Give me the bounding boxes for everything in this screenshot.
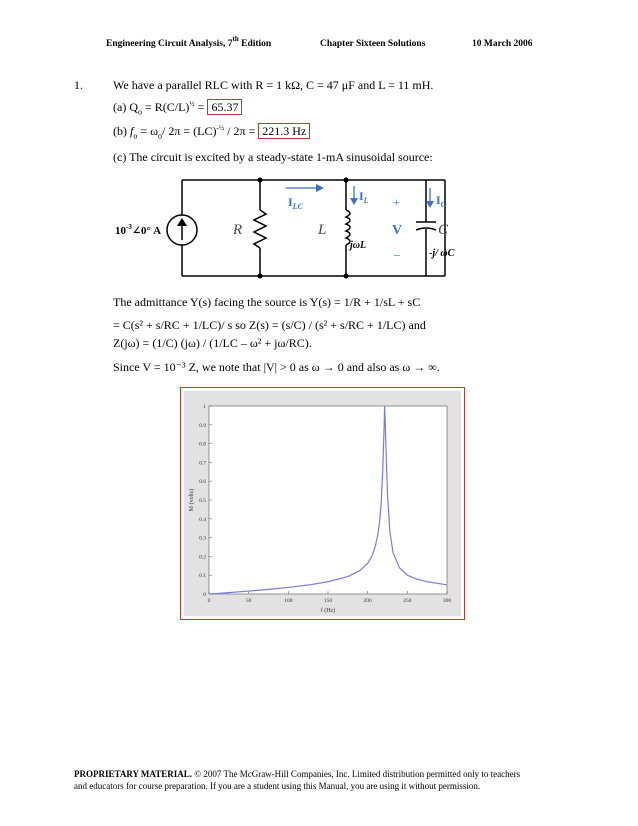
i-c-label: $I_C$: [436, 193, 447, 209]
frequency-response-plot: [181, 388, 464, 619]
x-tick-label: 150: [323, 598, 333, 604]
v-minus: –: [394, 247, 400, 261]
x-tick-label: 250: [403, 598, 412, 604]
y-tick-label: 0: [203, 592, 206, 598]
y-tick-label: 0.7: [199, 460, 206, 467]
footer-notice: PROPRIETARY MATERIAL. © 2007 The McGraw-Hill Companies, Inc. Limited distribution permitted only to teachers and educators for course preparation. If you are a student using this Manual, you are using it without permission.: [74, 769, 521, 791]
x-tick-label: 0: [207, 598, 211, 604]
part-a: (a) $Q_o = R(C/L)^{\frac{1}{2}} = 65.37$: [113, 100, 242, 119]
header-date: 10 March 2006: [472, 39, 533, 49]
x-tick-label: 100: [284, 598, 293, 604]
part-c: (c) The circuit is excited by a steady-state 1-mA sinusoidal source:: [113, 150, 433, 164]
header-chapter: Chapter Sixteen Solutions: [320, 39, 426, 49]
i-lc-arrow-icon: [316, 184, 324, 192]
problem-statement: We have a parallel RLC with R = 1 kΩ, C = 47 μF and L = 11 mH.: [113, 78, 434, 92]
inductor-label: L: [318, 222, 327, 238]
y-tick-label: 0.5: [199, 498, 206, 504]
i-l-arrow-icon: [350, 198, 358, 205]
y-tick-label: 0.6: [199, 479, 206, 486]
body-line-4: Since V = 10⁻³ Z, we note that |V| > 0 as ω → 0 and also as ω → ∞.: [113, 360, 440, 374]
y-tick-label: 0.8: [199, 441, 206, 448]
resistor-label: R: [233, 222, 243, 238]
x-tick-label: 50: [245, 598, 252, 604]
v-plus: +: [393, 195, 400, 209]
x-axis-label: f (Hz): [320, 608, 336, 614]
capacitor-label: C: [438, 222, 449, 238]
x-tick-label: 200: [363, 598, 372, 604]
i-l-label: $I_L$: [359, 189, 369, 205]
body-line-1: The admittance Y(s) facing the source is Y(s) = 1/R + 1/sL + sC: [113, 295, 421, 309]
inductor-impedance: jωL: [350, 240, 367, 251]
frequency-response-figure: [180, 387, 465, 620]
capacitor-impedance: -j/ ωC: [429, 248, 455, 259]
voltage-label: V: [392, 223, 403, 238]
body-line-3: Z(jω) = (1/C) (jω) / (1/LC – ω² + jω/RC).: [113, 336, 312, 350]
x-tick-label: 300: [442, 598, 452, 604]
y-tick-label: 0.4: [199, 516, 206, 523]
y-axis-label: M (volts): [189, 488, 195, 512]
y-tick-label: 1: [203, 404, 206, 410]
answer-b-box: 221.3 Hz: [258, 123, 310, 139]
body-line-2: = C(s² + s/RC + 1/LC)/ s so Z(s) = (s/C) / (s² + s/RC + 1/LC) and: [113, 318, 426, 332]
i-c-arrow-icon: [426, 201, 434, 208]
y-tick-label: 0.2: [199, 554, 206, 561]
problem-number: 1.: [74, 78, 83, 92]
y-tick-label: 0.9: [199, 422, 206, 429]
y-tick-label: 0.1: [199, 573, 206, 580]
source-label: $10^{-3}\angle 0^\circ$ A: [115, 223, 162, 237]
part-b: (b) $f_o = \omega_o/$ 2π = (LC)$^{-\frac{1}{2}}$ / 2π = 221.3 Hz: [113, 124, 310, 143]
y-tick-label: 0.3: [199, 535, 206, 542]
i-lc-label: $I_{LC}$: [288, 195, 303, 211]
header-book-title: Engineering Circuit Analysis, 7th Edition: [106, 35, 272, 49]
answer-a-box: 65.37: [207, 99, 242, 115]
rlc-circuit-diagram: [100, 172, 480, 284]
